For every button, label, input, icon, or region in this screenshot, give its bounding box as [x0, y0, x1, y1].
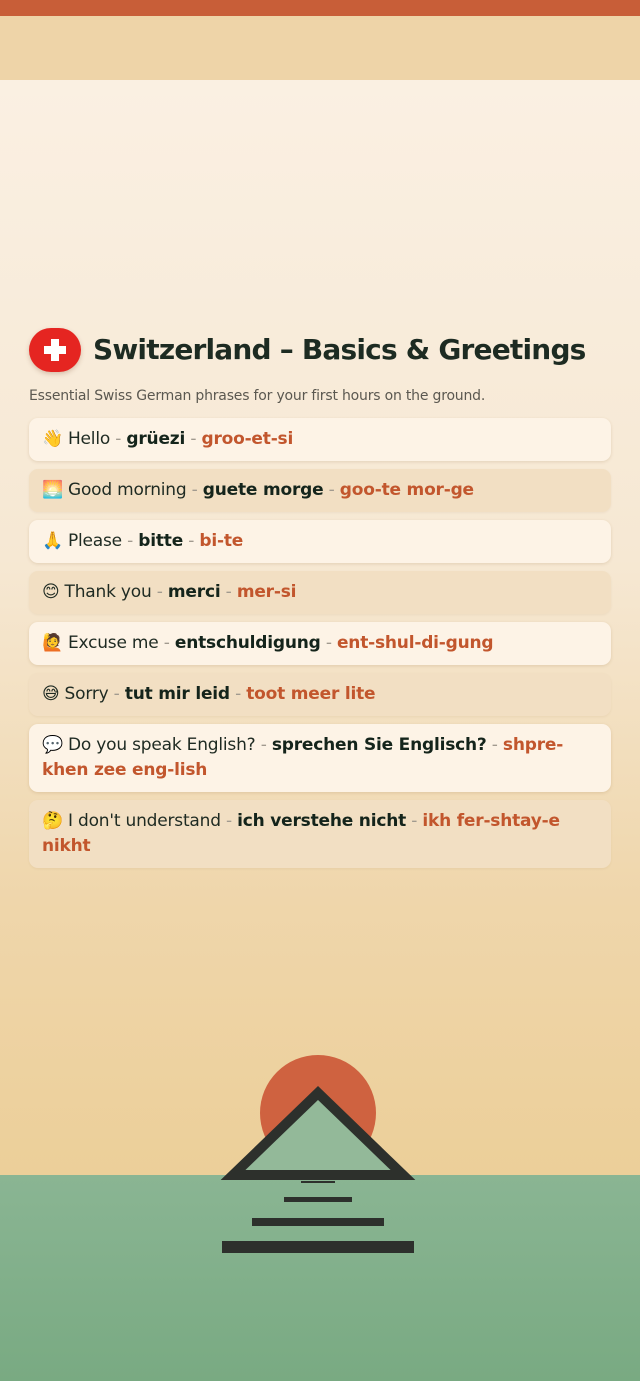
phrase-english: Sorry	[64, 684, 109, 704]
phrase-separator: -	[186, 480, 203, 500]
phrase-card-please[interactable]	[29, 520, 611, 563]
mountain-icon	[233, 1093, 403, 1175]
phrase-separator: -	[151, 582, 168, 602]
landscape-illustration	[0, 1040, 640, 1381]
phrase-pronunciation: goo-te mor-ge	[339, 480, 474, 500]
phrase-separator: -	[320, 633, 337, 653]
phrase-card-hello[interactable]	[29, 418, 611, 461]
waving-hand-icon: 👋	[42, 429, 63, 449]
phrase-card-thank-you[interactable]	[29, 571, 611, 614]
thinking-face-icon: 🤔	[42, 811, 63, 831]
folded-hands-icon: 🙏	[42, 531, 63, 551]
phrase-card-sorry[interactable]	[29, 673, 611, 716]
sunrise-icon: 🌅	[42, 480, 63, 500]
phrase-english: Good morning	[67, 480, 187, 500]
page-header	[29, 326, 619, 378]
phrase-card-good-morning[interactable]	[29, 469, 611, 512]
phrase-separator: -	[229, 684, 247, 704]
phrase-pronunciation: ent-shul-di-gung	[336, 633, 494, 653]
phrase-pronunciation: shpre-khen zee eng-lish	[42, 735, 564, 780]
phrase-english: I don't understand	[67, 811, 221, 831]
phrase-list	[29, 418, 611, 868]
phrase-pronunciation: ikh fer-shtay-e nikht	[42, 811, 560, 856]
phrase-swiss-german: bitte	[138, 531, 184, 551]
phrase-separator: -	[110, 429, 127, 449]
phrase-swiss-german: guete morge	[202, 480, 324, 500]
top-accent-bar	[0, 0, 640, 16]
swiss-flag-icon	[29, 328, 81, 372]
phrase-separator: -	[220, 811, 238, 831]
phrase-card-dont-understand[interactable]	[29, 800, 611, 868]
phrase-swiss-german: tut mir leid	[124, 684, 230, 704]
phrase-card-excuse-me[interactable]	[29, 622, 611, 665]
top-band	[0, 16, 640, 80]
phrase-swiss-german: sprechen Sie Englisch?	[271, 735, 487, 755]
phrase-separator: -	[486, 735, 503, 755]
speech-bubble-icon: 💬	[42, 735, 63, 755]
phrase-swiss-german: grüezi	[126, 429, 186, 449]
phrase-english: Please	[67, 531, 122, 551]
page-subtitle: Essential Swiss German phrases for your first hours on the ground.	[29, 388, 486, 404]
phrase-separator: -	[406, 811, 423, 831]
phrase-pronunciation: bi-te	[199, 531, 244, 551]
sweat-smile-icon: 😅	[42, 684, 60, 704]
phrase-english: Do you speak English?	[67, 735, 256, 755]
raising-hand-icon: 🙋	[42, 633, 63, 653]
phrase-separator: -	[220, 582, 237, 602]
phrase-separator: -	[183, 531, 200, 551]
phrase-english: Thank you	[64, 582, 152, 602]
ground	[0, 1175, 640, 1381]
phrase-pronunciation: groo-et-si	[201, 429, 294, 449]
phrase-pronunciation: toot meer lite	[246, 684, 376, 704]
phrase-swiss-german: entschuldigung	[174, 633, 321, 653]
phrase-separator: -	[158, 633, 175, 653]
phrase-card-speak-english[interactable]	[29, 724, 611, 792]
phrase-swiss-german: merci	[167, 582, 221, 602]
phrase-separator: -	[255, 735, 272, 755]
phrase-english: Hello	[67, 429, 111, 449]
phrase-pronunciation: mer-si	[236, 582, 297, 602]
phrase-separator: -	[323, 480, 340, 500]
phrase-swiss-german: ich verstehe nicht	[237, 811, 407, 831]
phrase-english: Excuse me	[67, 633, 159, 653]
phrase-separator: -	[108, 684, 125, 704]
phrase-separator: -	[185, 429, 202, 449]
smiling-face-icon: 😊	[42, 582, 60, 602]
phrase-separator: -	[121, 531, 139, 551]
page-title: Switzerland – Basics & Greetings	[93, 333, 586, 366]
